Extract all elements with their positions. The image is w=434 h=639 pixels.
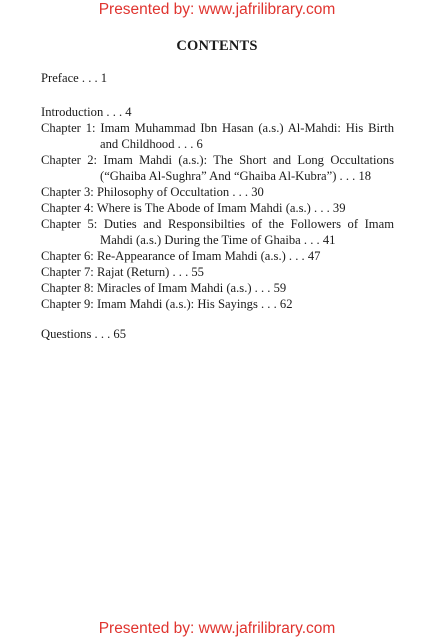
toc-entry-chapter-2: Chapter 2: Imam Mahdi (a.s.): The Short and Long Occultations (“Ghaiba Al-Sughra” And “Ghaiba Al-Kubra”) . . . 18 — [41, 153, 394, 183]
table-of-contents — [41, 104, 394, 312]
toc-entry-chapter-6: Chapter 6: Re-Appearance of Imam Mahdi (a.s.) . . . 47 — [41, 249, 321, 263]
toc-entry-introduction: Introduction . . . 4 — [41, 105, 132, 119]
toc-entry-chapter-4: Chapter 4: Where is The Abode of Imam Mahdi (a.s.) . . . 39 — [41, 201, 346, 215]
page-title: CONTENTS — [176, 38, 258, 54]
toc-entry-chapter-8: Chapter 8: Miracles of Imam Mahdi (a.s.) . . . 59 — [41, 281, 287, 295]
toc-questions-block — [41, 326, 394, 342]
toc-preface-block — [41, 70, 394, 86]
watermark-top: Presented by: www.jafrilibrary.com — [98, 1, 336, 18]
toc-entry-chapter-1: Chapter 1: Imam Muhammad Ibn Hasan (a.s.) Al-Mahdi: His Birth and Childhood . . . 6 — [41, 121, 394, 151]
watermark-bottom: Presented by: www.jafrilibrary.com — [98, 620, 336, 637]
toc-entry-chapter-7: Chapter 7: Rajat (Return) . . . 55 — [41, 265, 204, 279]
toc-entry-chapter-5: Chapter 5: Duties and Responsibilties of the Followers of Imam Mahdi (a.s.) During the Time of Ghaiba . . . 41 — [41, 217, 394, 247]
toc-entry-chapter-9: Chapter 9: Imam Mahdi (a.s.): His Sayings . . . 62 — [41, 297, 293, 311]
toc-entry-questions: Questions . . . 65 — [41, 327, 127, 341]
toc-entry-chapter-3: Chapter 3: Philosophy of Occultation . . . 30 — [41, 185, 264, 199]
toc-entry-preface: Preface . . . 1 — [41, 71, 108, 85]
